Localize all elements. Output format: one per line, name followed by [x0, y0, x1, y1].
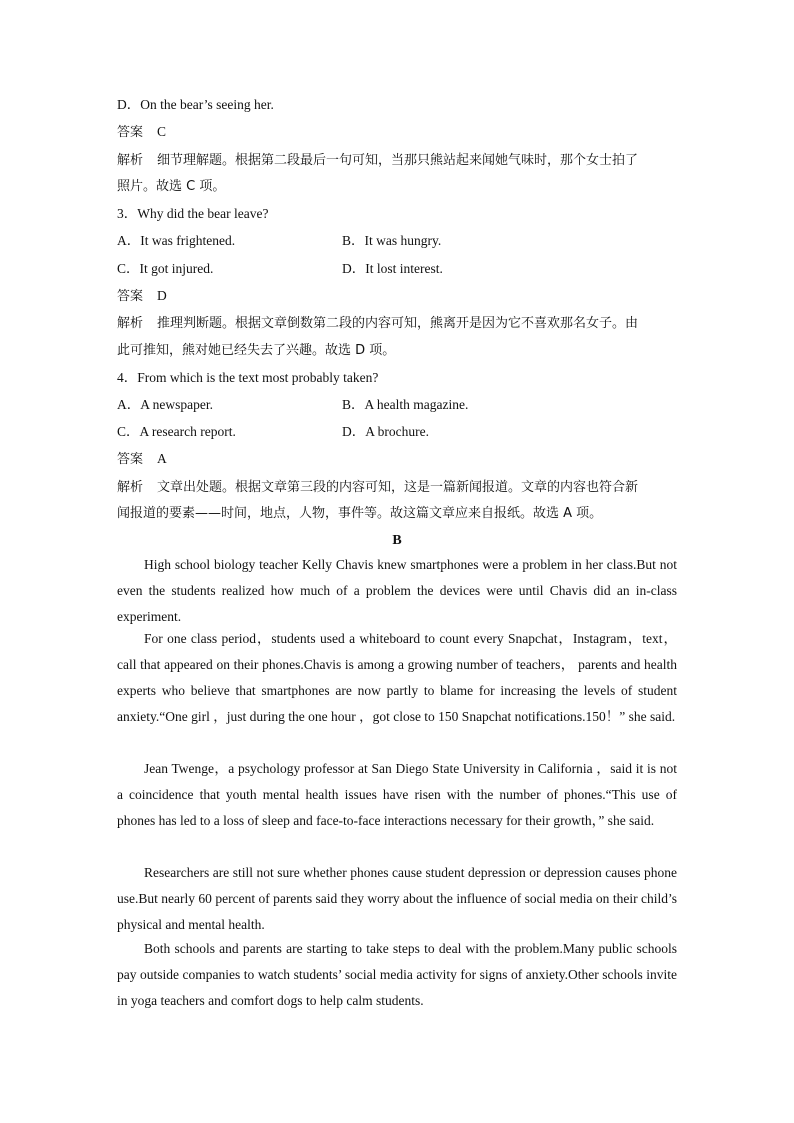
- q3-analysis-text-1: 推理判断题。根据文章倒数第二段的内容可知，熊离开是因为它不喜欢那名女子。由: [157, 316, 639, 331]
- q3-analysis-line-1: [117, 314, 677, 333]
- q3-option-a: A．It was frightened.: [117, 233, 236, 248]
- q2-analysis-line-1: [117, 151, 677, 170]
- q2-analysis-line-2: 照片。故选 C 项。: [117, 179, 226, 194]
- answer-label: 答案: [117, 125, 144, 140]
- passage-heading: B: [392, 533, 402, 548]
- passage-paragraph-3: Jean Twenge，a psychology professor at San Diego State University in California ，said it is not a coincidence that youth mental health issues have risen with the number of phones.“This use of phones has led to a loss of sleep and face-to-face interactions necessary for their growth，” she said.: [117, 761, 677, 828]
- passage-paragraph-2: For one class period，students used a whiteboard to count every Snapchat，Instagram，text，call that appeared on their phones.Chavis is among a growing number of teachers， parents and health experts who believe that smartphones are now partly to blame for increasing the levels of student anxiety.“One girl ，just during the one hour ，got close to 150 Snapchat notifications.150！” she said.: [117, 631, 677, 724]
- answer-label: 答案: [117, 452, 144, 467]
- q3-option-b: B．It was hungry.: [342, 233, 442, 248]
- q4-analysis-line-2: 闻报道的要素——时间，地点，人物，事件等。故这篇文章应来自报纸。故选 A 项。: [117, 506, 603, 521]
- q4-option-d: D．A brochure.: [342, 424, 429, 439]
- q2-answer: C: [157, 124, 167, 139]
- q3-option-c: C．It got injured.: [117, 261, 214, 276]
- analysis-label: 解析: [117, 480, 144, 495]
- q4-answer-line: [117, 450, 677, 469]
- analysis-label: 解析: [117, 153, 144, 168]
- q3-analysis-line-2: 此可推知，熊对她已经失去了兴趣。故选 D 项。: [117, 343, 396, 358]
- answer-label: 答案: [117, 289, 144, 304]
- q2-option-d: D．On the bear’s seeing her.: [117, 97, 274, 112]
- q3-option-d: D．It lost interest.: [342, 261, 443, 276]
- passage-paragraph-1: High school biology teacher Kelly Chavis knew smartphones were a problem in her class.But not even the students realized how much of a problem the devices were until Chavis did an in-class experiment.: [117, 557, 677, 624]
- passage-paragraph-4: Researchers are still not sure whether phones cause student depression or depression causes phone use.But nearly 60 percent of parents said they worry about the influence of social media on their child’s physical and mental health.: [117, 865, 677, 932]
- q3-question: 3．Why did the bear leave?: [117, 206, 269, 221]
- passage-paragraph-5: Both schools and parents are starting to take steps to deal with the problem.Many public schools pay outside companies to watch students’ social media activity for signs of anxiety.Other schools invite in yoga teachers and comfort dogs to help calm students.: [117, 941, 677, 1008]
- q2-analysis-text-1: 细节理解题。根据第二段最后一句可知，当那只熊站起来闻她气味时，那个女士拍了: [157, 153, 639, 168]
- q3-answer-line: [117, 287, 677, 306]
- q4-option-c: C．A research report.: [117, 424, 236, 439]
- q4-question: 4．From which is the text most probably taken?: [117, 370, 379, 385]
- q4-analysis-line-1: [117, 478, 677, 497]
- q4-analysis-text-1: 文章出处题。根据文章第三段的内容可知，这是一篇新闻报道。文章的内容也符合新: [157, 480, 639, 495]
- analysis-label: 解析: [117, 316, 144, 331]
- q4-option-b: B．A health magazine.: [342, 397, 469, 412]
- q4-answer: A: [157, 451, 167, 466]
- q3-answer: D: [157, 288, 167, 303]
- q2-answer-line: [117, 123, 677, 142]
- q4-option-a: A．A newspaper.: [117, 397, 213, 412]
